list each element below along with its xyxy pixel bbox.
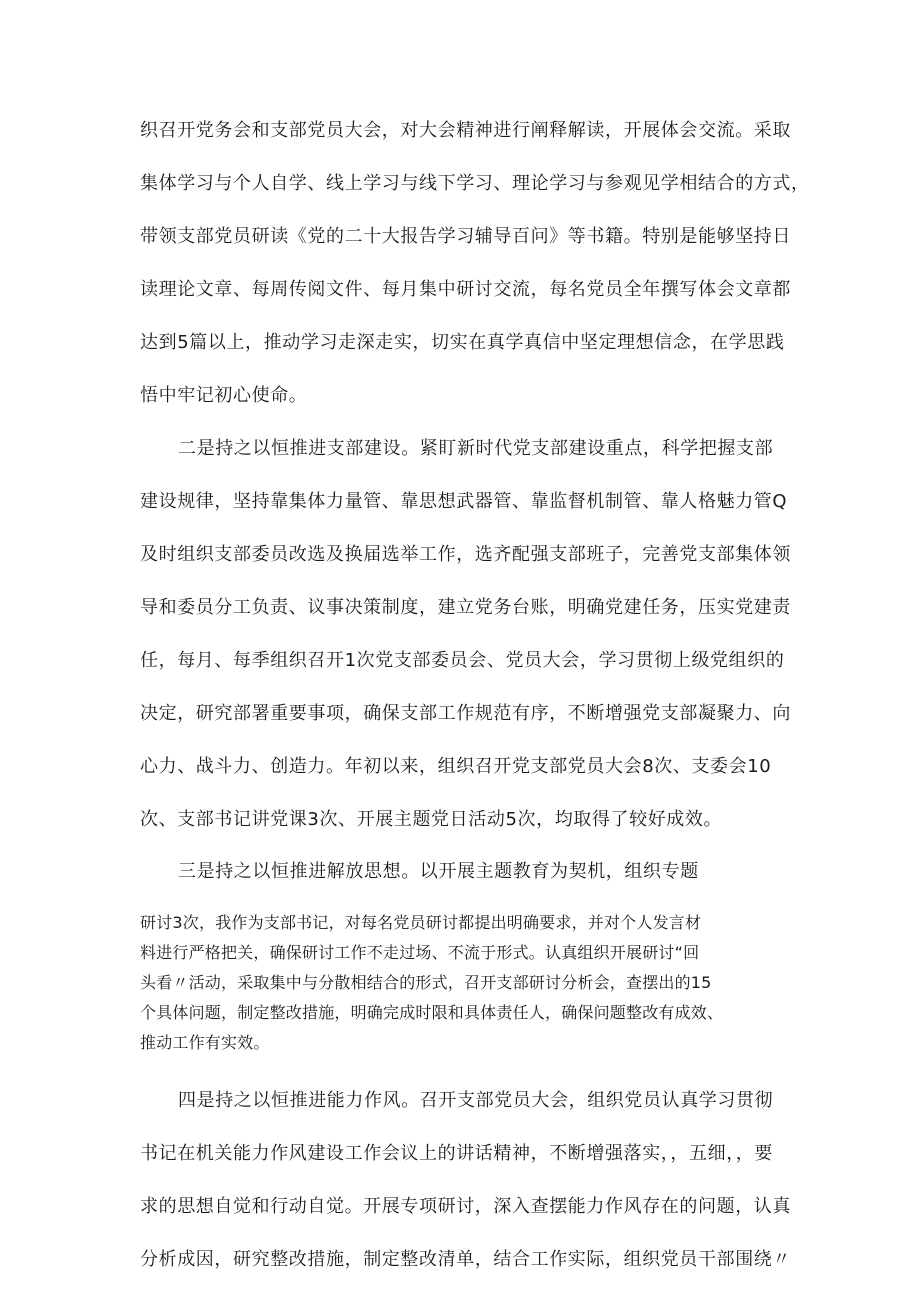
paragraph-1-line-2: 集体学习与个人自学、线上学习与线下学习、理论学习与参观见学相结合的方式， [140, 173, 810, 194]
paragraph-4-line-4: 分析成因，研究整改措施，制定整改清单，结合工作实际，组织党员干部围绕〃 [140, 1249, 791, 1270]
paragraph-3-line-4: 头看〃活动，采取集中与分散相结合的形式，召开支部研讨分析会，查摆出的15 [140, 973, 712, 992]
paragraph-3-line-3: 料进行严格把关，确保研讨工作不走过场、不流于形式。认真组织开展研讨“回 [140, 943, 700, 962]
paragraph-1-line-1: 织召开党务会和支部党员大会，对大会精神进行阐释解读，开展体会交流。采取 [140, 120, 791, 141]
paragraph-3-line-5: 个具体问题，制定整改措施，明确完成时限和具体责任人，确保问题整改有成效、 [140, 1003, 724, 1022]
paragraph-4-line-2: 书记在机关能力作风建设工作会议上的讲话精神，不断增强落实，，五细，，要 [140, 1143, 773, 1164]
paragraph-1-line-4: 读理论文章、每周传阅文件、每月集中研讨交流，每名党员全年撰写体会文章都 [140, 279, 791, 300]
paragraph-1-line-6: 悟中牢记初心使命。 [140, 385, 308, 406]
paragraph-3-line-6: 推动工作有实效。 [140, 1033, 270, 1052]
paragraph-2-line-5: 任，每月、每季组织召开1次党支部委员会、党员大会，学习贯彻上级党组织的 [140, 650, 785, 671]
paragraph-4-line-3: 求的思想自觉和行动自觉。开展专项研讨，深入查摆能力作风存在的问题，认真 [140, 1196, 791, 1217]
paragraph-1-line-3: 带领支部党员研读《党的二十大报告学习辅导百问》等书籍。特别是能够坚持日 [140, 226, 791, 247]
paragraph-3-line-1: 三是持之以恒推进解放思想。以开展主题教育为契机，组织专题 [178, 861, 699, 882]
paragraph-2-line-8: 次、支部书记讲党课3次、开展主题党日活动5次，均取得了较好成效。 [140, 809, 723, 830]
paragraph-1-line-5: 达到5篇以上，推动学习走深走实，切实在真学真信中坚定理想信念，在学思践 [140, 332, 785, 353]
paragraph-3-line-2: 研讨3次，我作为支部书记，对每名党员研讨都提出明确要求，并对个人发言材 [140, 913, 702, 932]
paragraph-4-line-1: 四是持之以恒推进能力作风。召开支部党员大会，组织党员认真学习贯彻 [178, 1090, 774, 1111]
paragraph-2-line-3: 及时组织支部委员改选及换届选举工作，选齐配强支部班子，完善党支部集体领 [140, 544, 791, 565]
paragraph-2-line-2: 建设规律，坚持靠集体力量管、靠思想武器管、靠监督机制管、靠人格魅力管Q [140, 491, 788, 512]
paragraph-2-line-1: 二是持之以恒推进支部建设。紧盯新时代党支部建设重点，科学把握支部 [178, 438, 774, 459]
paragraph-2-line-4: 导和委员分工负责、议事决策制度，建立党务台账，明确党建任务，压实党建责 [140, 597, 791, 618]
paragraph-2-line-7: 心力、战斗力、创造力。年初以来，组织召开党支部党员大会8次、支委会10 [140, 756, 772, 777]
paragraph-2-line-6: 决定，研究部署重要事项，确保支部工作规范有序，不断增强党支部凝聚力、向 [140, 703, 791, 724]
